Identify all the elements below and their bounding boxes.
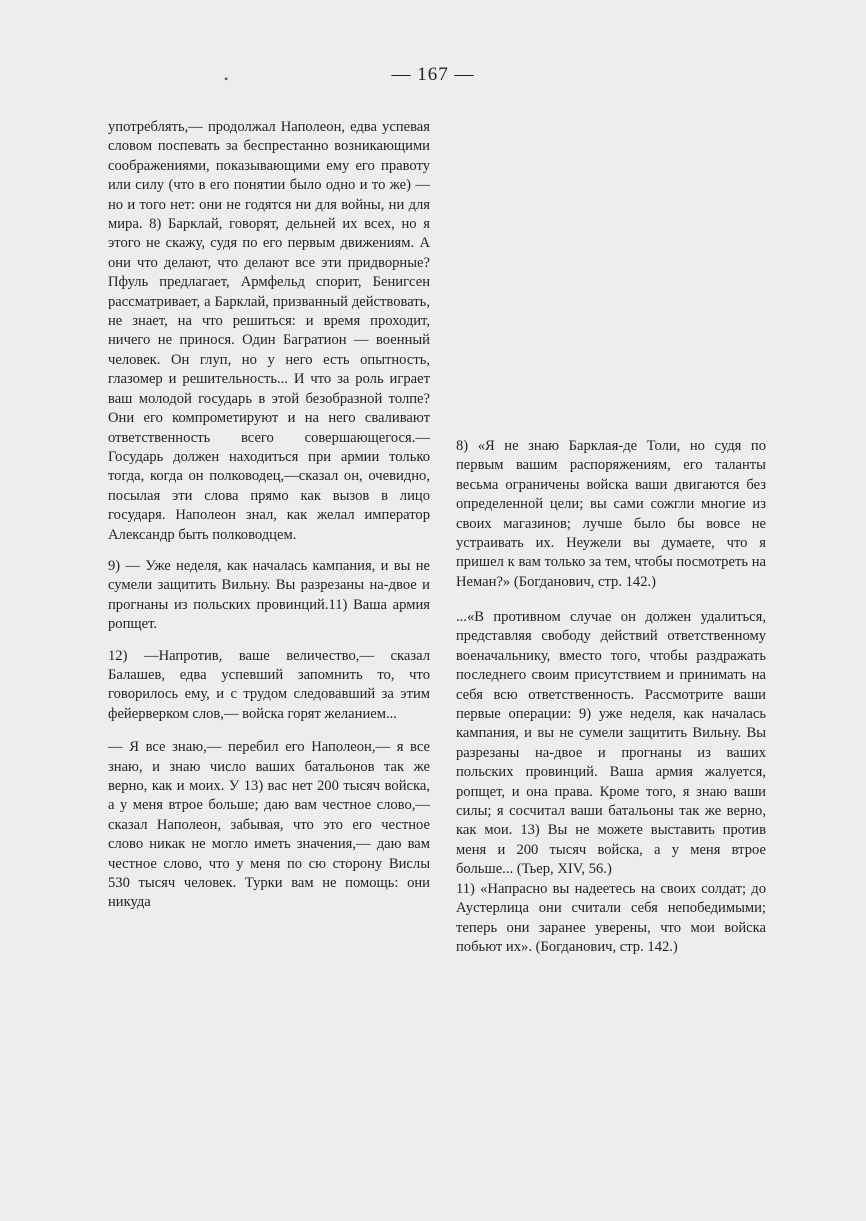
left-paragraph-1: употреблять,— продолжал Наполеон, едва успевая словом поспевать за беспрестанно возникающими соображениями, показывающими ему его правоту или силу (что в его понятии было одно и то же) — но и того нет: они не годятся ни для войны, ни для мира. 8) Барклай, говорят, дельней их всех, но я этого не скажу, судя по его первым движениям. А они что делают, что делают все эти придворные? Пфуль предлагает, Армфельд спорит, Бенигсен рассматривает, а Барклай, призванный действовать, не знает, на что решиться: и время проходит, ничего не принося. Один Багратион — военный человек. Он глуп, но у него есть опытность, глазомер и решительность... И что за роль играет ваш молодой государь в этой безобразной толпе? Они его компрометируют и на него сваливают ответственность всего совершающегося.—Государь должен находиться при армии только тогда, когда он полководец,—сказал он, очевидно, посылая эти слова прямо как вызов в лицо государя. Наполеон знал, как желал император Александр быть полководцем.	[108, 119, 430, 543]
left-paragraph-3: 12) —Напротив, ваше величество,— сказал Балашев, едва успевший запомнить то, что говорилось ему, и с трудом следовавший за этим фейерверком слов,— войска горят желанием...	[108, 647, 430, 722]
left-column	[108, 118, 430, 913]
right-footnote-thiers: ...«В противном случае он должен удалиться, представляя свободу действий ответственному военачальнику, вместо того, чтобы раздражать последнего своим присутствием и принимать на себя всю ответственность. Рассмотрите ваши первые операции: 9) уже неделя, как началась кампания, и вы не сумели защитить Вильну. Вы разрезаны на-двое и прогнаны из ваших польских провинций. Ваша армия жалуется, ропщет, и она права. Кроме того, я знаю ваши силы; я сосчитал ваши батальоны так же верно, как мои. 13) Вы не можете выставить против меня и 200 тысяч войска, а у меня втрое больше... (Тьер, XIV, 56.)	[456, 609, 766, 878]
right-footnote-8-text: 8) «Я не знаю Барклая-де Толи, но судя по первым вашим распоряжениям, его таланты весьма ограничены войска ваши двигаются без определенной цели; вы сами сожгли многие из своих магазинов; лучше было бы вовсе не устраивать их. Неужели вы думаете, что я пришел к вам только за тем, чтобы посмотреть на Неман?» (Богданович, стр. 142.)	[456, 438, 766, 590]
right-column-footnote-8	[456, 437, 766, 592]
page-number: — 167 —	[391, 64, 475, 85]
right-footnote-11: 11) «Напрасно вы надеетесь на своих солдат; до Аустерлица они считали себя непобедимыми; теперь они заранее уверены, что мои войска побьют их». (Богданович, стр. 142.)	[456, 880, 766, 955]
right-column-footnotes	[456, 608, 766, 957]
left-paragraph-4: — Я все знаю,— перебил его Наполеон,— я все знаю, и знаю число ваших батальонов так же верно, как и моих. У 13) вас нет 200 тысяч войска, а у меня втрое больше; даю вам честное слово,— сказал Наполеон, забывая, что это его честное слово никак не могло иметь значения,— даю вам честное слово, что у меня по сю сторону Вислы 530 тысяч человек. Турки вам не помощь: они никуда	[108, 739, 430, 911]
left-paragraph-2: 9) — Уже неделя, как началась кампания, и вы не сумели защитить Вильну. Вы разрезаны на-двое и прогнаны из польских провинций.11) Ваша армия ропщет.	[108, 557, 430, 633]
page-dot: •	[224, 72, 229, 86]
